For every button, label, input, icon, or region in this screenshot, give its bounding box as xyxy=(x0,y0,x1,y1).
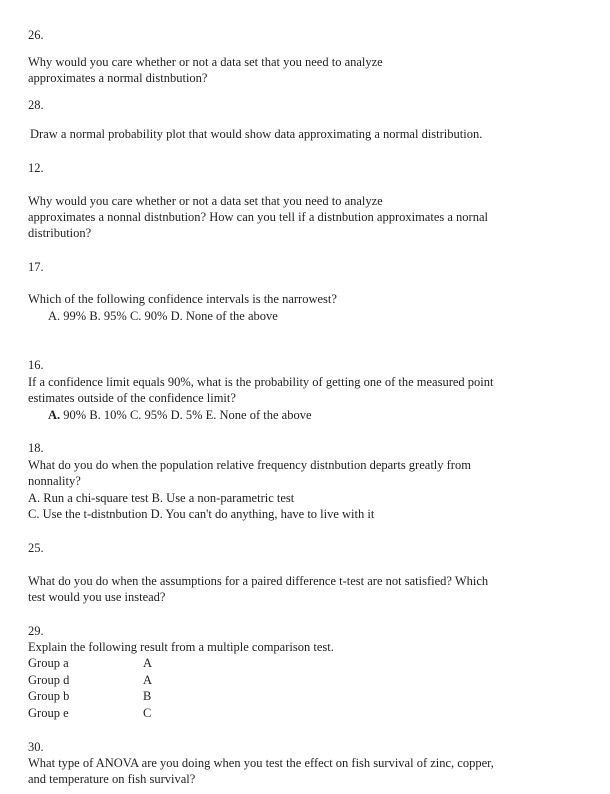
q18-number: 18. xyxy=(28,441,44,455)
q17-text: Which of the following confidence intervals is the narrowest? xyxy=(28,292,337,306)
q30-text-line2: and temperature on fish survival? xyxy=(28,772,196,786)
q17-option-list: 99% B. 95% C. 90% D. None of the above xyxy=(63,309,278,323)
q25-number: 25. xyxy=(28,541,44,555)
q18-options-line2: C. Use the t-distnbution D. You can't do anything, have to live with it xyxy=(28,507,375,521)
q17-options xyxy=(48,308,278,324)
q12-text-line3: distribution? xyxy=(28,226,92,240)
q18-options-line1: A. Run a chi-square test B. Use a non-parametric test xyxy=(28,491,295,505)
q16-option-letter: A. xyxy=(48,408,61,422)
group-label: Group b xyxy=(28,689,70,703)
group-label: Group e xyxy=(28,706,69,720)
q25-text-line1: What do you do when the assumptions for a paired difference t-test are not satisfied? Which xyxy=(28,574,489,588)
q18-text-line2: nonnality? xyxy=(28,474,81,488)
q30-text-line1: What type of ANOVA are you doing when you test the effect on fish survival of zinc, copper, xyxy=(28,756,494,770)
group-row xyxy=(28,672,152,689)
q16-option-list: 90% B. 10% C. 95% D. 5% E. None of the above xyxy=(63,408,312,422)
group-value: A xyxy=(143,673,153,687)
group-value: C xyxy=(143,706,152,720)
group-label: Group d xyxy=(28,673,70,687)
q16-options xyxy=(48,407,312,423)
group-row xyxy=(28,688,151,705)
q16-text-line1: If a confidence limit equals 90%, what is the probability of getting one of the measured point xyxy=(28,375,494,389)
q29-number: 29. xyxy=(28,624,44,638)
group-row xyxy=(28,705,151,722)
q26-text-line2: approximates a normal distnbution? xyxy=(28,71,208,85)
q17-number: 17. xyxy=(28,260,44,274)
q26-text-line1: Why would you care whether or not a data set that you need to analyze xyxy=(28,55,383,69)
q29-text: Explain the following result from a multiple comparison test. xyxy=(28,640,334,654)
group-row xyxy=(28,655,152,672)
q25-text-line2: test would you use instead? xyxy=(28,590,166,604)
q28-text: Draw a normal probability plot that would show data approximating a normal distribution. xyxy=(30,127,483,141)
q16-text-line2: estimates outside of the confidence limit? xyxy=(28,391,236,405)
group-value: A xyxy=(143,656,153,670)
q12-text-line1: Why would you care whether or not a data set that you need to analyze xyxy=(28,194,383,208)
q30-number: 30. xyxy=(28,740,44,754)
q28-number: 28. xyxy=(28,98,44,112)
q17-option-letter: A. xyxy=(48,309,61,323)
group-label: Group a xyxy=(28,656,69,670)
q26-number: 26. xyxy=(28,28,44,42)
q12-number: 12. xyxy=(28,161,44,175)
q16-number: 16. xyxy=(28,358,44,372)
q12-text-line2: approximates a nonnal distnbution? How can you tell if a distnbution approximates a nornal xyxy=(28,210,488,224)
q18-text-line1: What do you do when the population relative frequency distnbution departs greatly from xyxy=(28,458,471,472)
group-value: B xyxy=(143,689,152,703)
